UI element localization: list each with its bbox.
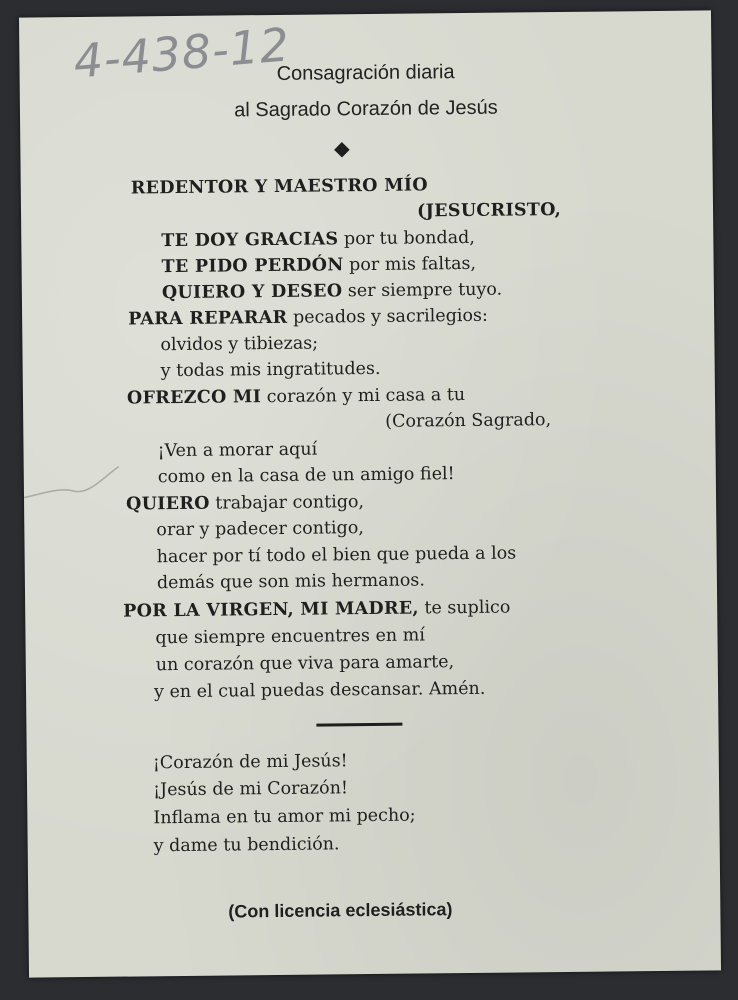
handwritten-note: 4-438-12: [71, 17, 292, 89]
card-title-line1: Consagración diaria: [276, 61, 455, 85]
prayer-line: PARA REPARAR pecados y sacrilegios:: [128, 305, 488, 330]
prayer-line: orar y padecer contigo,: [156, 518, 364, 541]
diamond-ornament-icon: [334, 142, 350, 158]
invocation-line: ¡Corazón de mi Jesús!: [152, 751, 348, 774]
card-title-line2: al Sagrado Corazón de Jesús: [234, 96, 498, 122]
prayer-line: REDENTOR Y MAESTRO MÍO: [130, 175, 429, 199]
prayer-line: POR LA VIRGEN, MI MADRE, te suplico: [123, 597, 511, 622]
invocation-line: Inflama en tu amor mi pecho;: [153, 805, 416, 829]
prayer-card: [19, 10, 721, 977]
prayer-line: OFREZCO MI corazón y mi casa a tu: [126, 384, 466, 409]
prayer-line: un corazón que viva para amarte,: [155, 652, 455, 676]
divider-rule: [316, 723, 402, 727]
prayer-line: QUIERO trabajar contigo,: [125, 492, 365, 515]
prayer-line: que siempre encuentres en mí: [155, 625, 426, 649]
invocation-line: y dame tu bendición.: [153, 834, 340, 857]
prayer-line: como en la casa de un amigo fiel!: [157, 464, 455, 488]
paper-crease: [23, 446, 134, 537]
prayer-line: y todas mis ingratitudes.: [160, 358, 381, 382]
prayer-line: (Corazón Sagrado,: [385, 410, 552, 432]
invocation-line: ¡Jesús de mi Corazón!: [152, 778, 349, 801]
license-note: (Con licencia eclesiástica): [228, 899, 453, 922]
prayer-line: ¡Ven a morar aquí: [157, 439, 318, 462]
prayer-line: demás que son mis hermanos.: [156, 570, 425, 594]
prayer-line: (JESUCRISTO,: [416, 199, 562, 222]
prayer-line: TE PIDO PERDÓN por mis faltas,: [161, 253, 477, 278]
prayer-line: olvidos y tibiezas;: [160, 333, 319, 356]
prayer-line: QUIERO Y DESEO ser siempre tuyo.: [161, 279, 503, 304]
prayer-line: y en el cual puedas descansar. Amén.: [153, 678, 486, 703]
prayer-line: hacer por tí todo el bien que pueda a los: [156, 543, 517, 568]
prayer-line: TE DOY GRACIAS por tu bondad,: [161, 227, 476, 252]
